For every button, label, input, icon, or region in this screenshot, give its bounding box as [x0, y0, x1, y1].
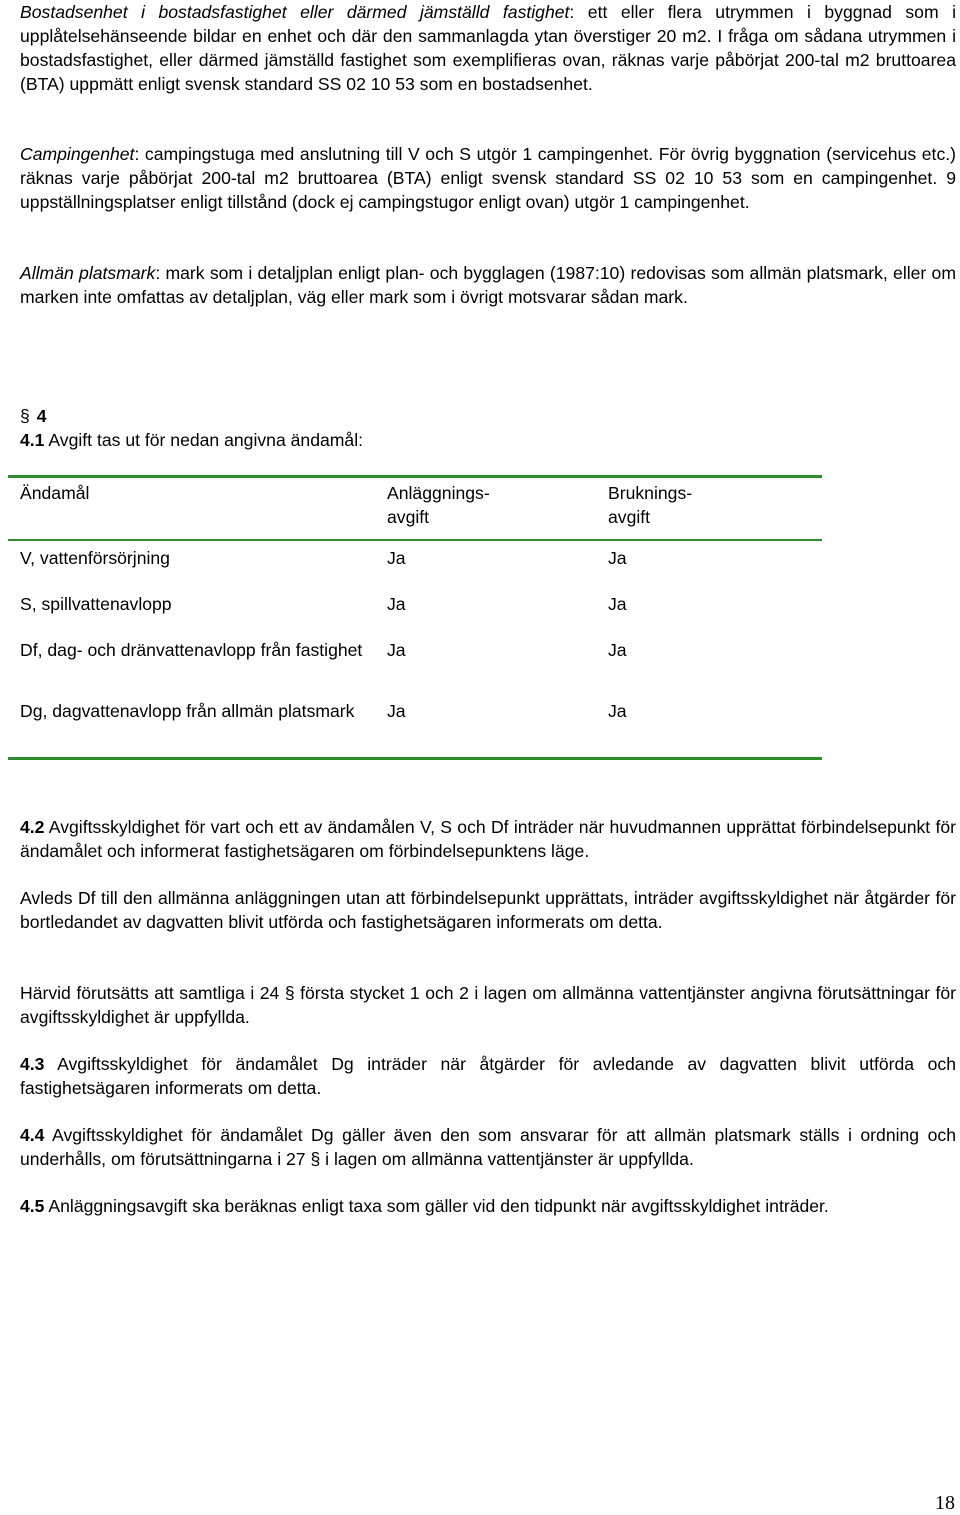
term-allman-platsmark: Allmän platsmark: [20, 263, 156, 283]
cell-brukning: Ja: [608, 640, 627, 660]
clause-text-4-4-a: Avgiftsskyldighet för ändamålet Dg gäller även den som ansvarar för att allmän platsmark ställs i ordning och underhålls, om förutsättningarna i 27: [20, 1125, 956, 1169]
definition-bostadsenhet: : ett eller flera utrymmen i byggnad som i upplåtelsehänseende bildar en enhet och där den sammanlagda ytan överstiger 20 m2. I fråga om sådana utrymmen i bostadsfastighet, eller därmed jämställd fastighet som exemplifieras ovan, räknas varje påbörjat 200-tal m2 bruttoarea (BTA) uppmätt enligt svensk standard SS 02 10 53 som en bostadsenhet.: [20, 2, 957, 94]
clause-text-4-2-df: Avleds Df till den allmänna anläggningen utan att förbindelsepunkt upprättats, inträder avgiftsskyldighet när åtgärder för bortledandet av dagvatten blivit utförda och fastighetsägaren informerats om detta.: [20, 888, 956, 932]
table-row: [8, 635, 822, 696]
cell-purpose: Df, dag- och dränvattenavlopp från fastighet: [20, 640, 363, 660]
clause-text-4-3: Avgiftsskyldighet för ändamålet Dg inträder när åtgärder för avledande av dagvatten blivit utförda och fastighetsägaren informerats om detta.: [20, 1054, 956, 1098]
paragraph-4-2-df: [20, 886, 956, 934]
fee-purpose-table: [8, 475, 822, 760]
paragraph-4-1: [20, 428, 363, 452]
cell-anlaggning: Ja: [387, 701, 406, 721]
term-campingenhet: Campingenhet: [20, 144, 135, 164]
header-brukningsavgift: [596, 477, 822, 541]
header-anlaggningsavgift-text: Anläggnings- avgift: [387, 483, 490, 527]
page-number: 18: [935, 1492, 955, 1514]
definition-allman-platsmark: : mark som i detaljplan enligt plan- och bygglagen (1987:10) redovisas som allmän platsmark, eller om marken inte omfattas av detaljplan, väg eller mark som i övrigt motsvarar sådan mark.: [20, 263, 956, 307]
clause-text-4-5: Anläggningsavgift ska beräknas enligt taxa som gäller vid den tidpunkt när avgiftsskyldighet inträder.: [44, 1196, 829, 1216]
cell-brukning: Ja: [608, 701, 627, 721]
paragraph-4-3: [20, 1052, 956, 1100]
table-row: [8, 696, 822, 759]
cell-anlaggning: Ja: [387, 594, 406, 614]
clause-number-4-3: 4.3: [20, 1054, 45, 1074]
section-symbol: §: [284, 983, 295, 1003]
table-row: [8, 589, 822, 635]
section-heading: [20, 404, 46, 428]
header-anlaggningsavgift: [375, 477, 596, 541]
cell-anlaggning: Ja: [387, 548, 406, 568]
clause-text-4-2: Avgiftsskyldighet för vart och ett av ändamålen V, S och Df inträder när huvudmannen upprättat förbindelsepunkt för ändamålet och informerat fastighetsägaren om förbindelsepunktens läge.: [20, 817, 956, 861]
clause-text-4-4-b: i lagen om allmänna vattentjänster är uppfyllda.: [320, 1149, 694, 1169]
cell-brukning: Ja: [608, 548, 627, 568]
paragraph-4-2-harvid: [20, 981, 956, 1029]
clause-number-4-1: 4.1: [20, 430, 45, 450]
section-number: 4: [36, 406, 47, 426]
paragraph-4-2: [20, 815, 956, 863]
definition-campingenhet: : campingstuga med anslutning till V och S utgör 1 campingenhet. För övrig byggnation (servicehus etc.) räknas varje påbörjat 200-tal m2 bruttoarea (BTA) enligt svensk standard SS 02 10 53 som en campingenhet. 9 uppställningsplatser enligt tillstånd (dock ej campingstugor enligt ovan) utgör 1 campingenhet.: [20, 144, 956, 212]
section-symbol: §: [310, 1149, 321, 1169]
header-andamal: Ändamål: [8, 477, 375, 541]
paragraph-4-4: [20, 1123, 956, 1171]
cell-purpose: S, spillvattenavlopp: [20, 594, 172, 614]
clause-number-4-4: 4.4: [20, 1125, 45, 1145]
clause-number-4-5: 4.5: [20, 1196, 45, 1216]
paragraph-bostadsenhet: [20, 0, 956, 96]
clause-text-4-2-harvid-a: Härvid förutsätts att samtliga i 24: [20, 983, 285, 1003]
clause-text-4-1: Avgift tas ut för nedan angivna ändamål:: [44, 430, 364, 450]
cell-purpose: V, vattenförsörjning: [20, 548, 170, 568]
clause-number-4-2: 4.2: [20, 817, 45, 837]
table-row: [8, 540, 822, 589]
cell-purpose: Dg, dagvattenavlopp från allmän platsmark: [20, 701, 355, 721]
paragraph-4-5: [20, 1194, 956, 1218]
paragraph-allman-platsmark: [20, 261, 956, 309]
cell-anlaggning: Ja: [387, 640, 406, 660]
table-header-row: [8, 477, 822, 541]
section-symbol: §: [20, 406, 30, 426]
header-brukningsavgift-text: Bruknings- avgift: [608, 483, 693, 527]
term-bostadsenhet: Bostadsenhet i bostadsfastighet eller därmed jämställd fastighet: [20, 2, 570, 22]
clause-text-4-2-harvid-b: första stycket 1 och 2 i lagen om allmänna vattentjänster angivna förutsättningar för avgiftsskyldighet är uppfyllda.: [20, 983, 956, 1027]
paragraph-campingenhet: [20, 142, 956, 214]
cell-brukning: Ja: [608, 594, 627, 614]
